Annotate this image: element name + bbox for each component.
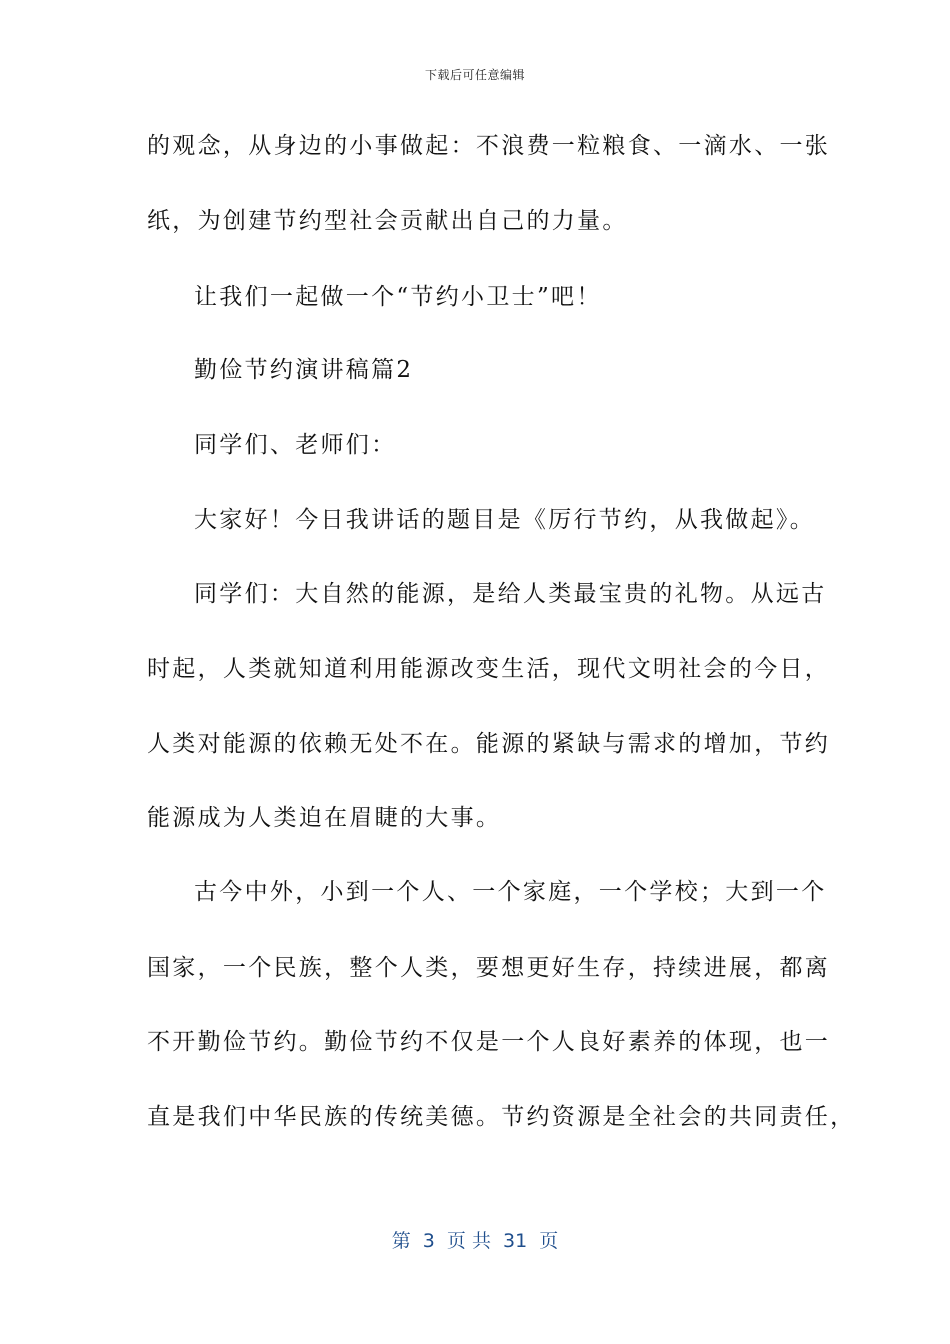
paragraph-line: 大家好！今日我讲话的题目是《厉行节约，从我做起》。 [194,507,815,533]
paragraph-line: 人类对能源的依赖无处不在。能源的紧缺与需求的增加，节约 [147,731,831,757]
paragraph-line: 同学们：大自然的能源，是给人类最宝贵的礼物。从远古 [194,581,827,607]
paragraph-line: 时起，人类就知道利用能源改变生活，现代文明社会的今日， [147,656,831,682]
paragraph-line: 让我们一起做一个“节约小卫士”吧！ [194,284,602,310]
paragraph-line: 能源成为人类迫在眉睫的大事。 [147,805,502,831]
section-heading: 勤俭节约演讲稿篇2 [194,357,414,383]
paragraph-line: 不开勤俭节约。勤俭节约不仅是一个人良好素养的体现，也一 [147,1029,831,1055]
paragraph-line: 古今中外，小到一个人、一个家庭，一个学校；大到一个 [194,879,827,905]
paragraph-line: 直是我们中华民族的传统美德。节约资源是全社会的共同责任， [147,1104,856,1130]
salutation: 同学们、老师们： [194,432,397,458]
header-note: 下载后可任意编辑 [424,68,525,82]
paragraph-line: 纸，为创建节约型社会贡献出自己的力量。 [147,208,628,234]
paragraph-line: 的观念，从身边的小事做起：不浪费一粒粮食、一滴水、一张 [147,133,831,159]
page-number-footer: 第 3 页 共 31 页 [391,1230,559,1252]
paragraph-line: 国家，一个民族，整个人类，要想更好生存，持续进展，都离 [147,955,831,981]
